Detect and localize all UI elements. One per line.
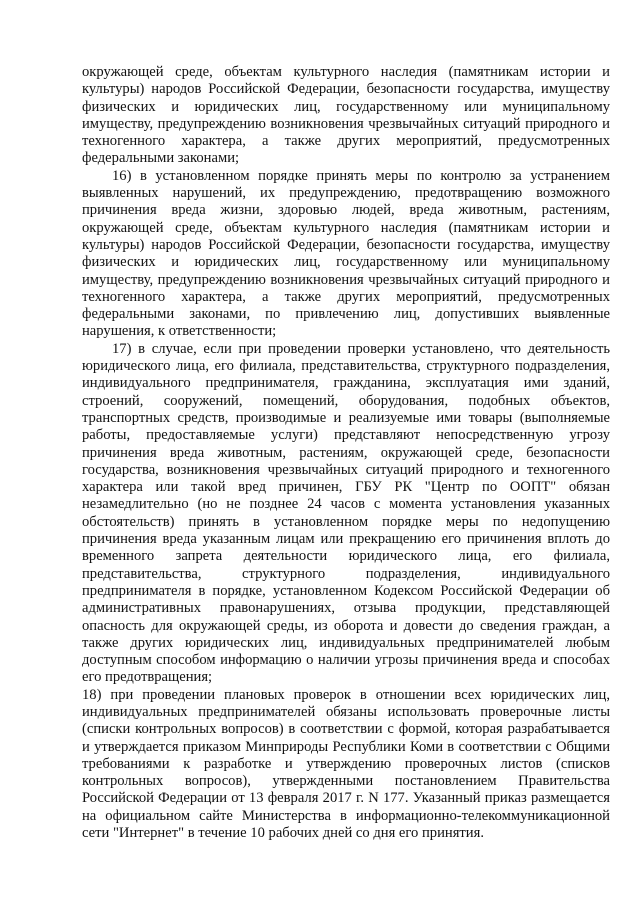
text-line: также других юридических лиц, индивидуальных предпринимателей любым bbox=[82, 634, 610, 651]
text-line: техногенного характера, а также других мероприятий, предусмотренных bbox=[82, 288, 610, 305]
text-line: на официальном сайте Министерства в информационно-телекоммуникационной bbox=[82, 807, 610, 824]
text-line: его предотвращения; bbox=[82, 669, 213, 686]
text-line: культуры) народов Российской Федерации, безопасности государства, имуществу bbox=[82, 236, 610, 253]
text-line: транспортных средств, производимые и реализуемые ими товары (выполняемые bbox=[82, 409, 610, 426]
text-line: юридического лица, его филиала, представительства, структурного подразделения, bbox=[82, 358, 610, 375]
paragraph-18 bbox=[82, 687, 610, 843]
text-line: федеральными законами, по привлечению лиц, допустивших выявленные bbox=[82, 306, 610, 323]
text-line: требованиями к разработке и утверждению проверочных листов (списков bbox=[82, 755, 610, 772]
text-line: характера или такой вред причинен, ГБУ РК "Центр по ООПТ" обязан bbox=[82, 479, 610, 496]
text-line: и утверждается приказом Минприроды Республики Коми в соответствии с Общими bbox=[82, 738, 610, 755]
text-line: обстоятельств) принять в установленном порядке меры по недопущению bbox=[82, 513, 610, 530]
text-line: представительства, структурного подразделения, индивидуального bbox=[82, 565, 610, 582]
text-line: окружающей среде, объектам культурного наследия (памятникам истории и bbox=[82, 64, 610, 80]
text-line: культуры) народов Российской Федерации, безопасности государства, имуществу bbox=[82, 81, 610, 98]
text-line: причинения вреда указанным лицам или прекращению его причинения вплоть до bbox=[82, 531, 610, 548]
text-line: причинения вреда жизни, здоровью людей, вреда животным, растениям, bbox=[82, 202, 610, 219]
paragraph-15-tail bbox=[82, 64, 610, 168]
text-line: выявленных нарушений, их предупреждению, предотвращению возможного bbox=[82, 185, 610, 202]
text-line: государства, возникновения чрезвычайных ситуаций природного и техногенного bbox=[82, 461, 610, 478]
text-line: контрольных вопросов), утвержденными постановлением Правительства bbox=[82, 773, 610, 790]
text-line: индивидуальных предпринимателей обязаны использовать проверочные листы bbox=[82, 703, 610, 720]
text-line: административных правонарушениях, отзыва продукции, представляющей bbox=[82, 600, 610, 617]
paragraph-17 bbox=[82, 341, 610, 687]
text-line: федеральными законами; bbox=[82, 150, 240, 167]
document-body bbox=[82, 64, 610, 842]
text-line: окружающей среде, объектам культурного наследия (памятникам истории и bbox=[82, 219, 610, 236]
text-line: причинения вреда животным, растениям, окружающей среде, безопасности bbox=[82, 444, 610, 461]
paragraph-16 bbox=[82, 168, 610, 341]
text-line: техногенного характера, а также других мероприятий, предусмотренных bbox=[82, 133, 610, 150]
text-line: имуществу, предупреждению возникновения чрезвычайных ситуаций природного и bbox=[82, 115, 610, 132]
text-line: работы, предоставляемые услуги) представляют непосредственную угрозу bbox=[82, 427, 610, 444]
text-line: 17) в случае, если при проведении проверки установлено, что деятельность bbox=[112, 340, 610, 357]
text-line: физических и юридических лиц, государственному или муниципальному bbox=[82, 98, 610, 115]
text-line: доступным способом информацию о наличии угрозы причинения вреда и способах bbox=[82, 652, 610, 669]
text-line: предпринимателя в порядке, установленном Кодексом Российской Федерации об bbox=[82, 582, 610, 599]
text-line: Российской Федерации от 13 февраля 2017 г. N 177. Указанный приказ размещается bbox=[82, 790, 610, 807]
text-line: незамедлительно (но не позднее 24 часов с момента установления указанных bbox=[82, 496, 610, 513]
text-line: опасность для окружающей среды, из оборота и довести до сведения граждан, а bbox=[82, 617, 610, 634]
text-line: (списки контрольных вопросов) в соответствии с формой, которая разрабатывается bbox=[82, 721, 610, 738]
text-line: сети "Интернет" в течение 10 рабочих дней со дня его принятия. bbox=[82, 825, 484, 842]
text-line: индивидуального предпринимателя, гражданина, эксплуатация ими зданий, bbox=[82, 375, 610, 392]
text-line: 18) при проведении плановых проверок в отношении всех юридических лиц, bbox=[82, 686, 610, 703]
text-line: физических и юридических лиц, государственному или муниципальному bbox=[82, 254, 610, 271]
text-line: имуществу, предупреждению возникновения чрезвычайных ситуаций природного и bbox=[82, 271, 610, 288]
text-line: 16) в установленном порядке принять меры по контролю за устранением bbox=[112, 167, 610, 184]
text-line: строений, сооружений, помещений, оборудования, подобных объектов, bbox=[82, 392, 610, 409]
text-line: временного запрета деятельности юридического лица, его филиала, bbox=[82, 548, 610, 565]
text-line: нарушения, к ответственности; bbox=[82, 323, 277, 340]
